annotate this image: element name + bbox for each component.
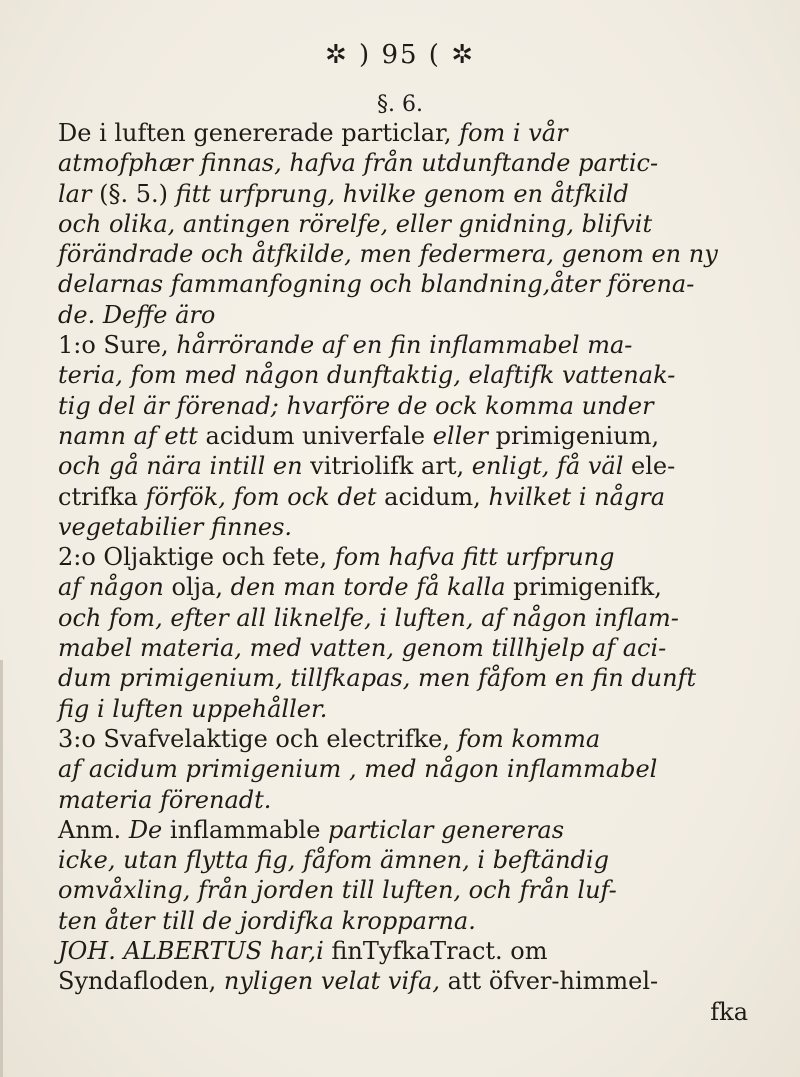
italic-run: de. Deffe äro — [58, 300, 216, 329]
text-line — [58, 179, 748, 209]
italic-run: eller — [432, 421, 488, 450]
roman-run: acidum, — [376, 482, 489, 511]
italic-run: förändrade och åtfkilde, men federmera, genom en ny — [58, 240, 718, 269]
italic-run: fom hafva fitt urfprung — [334, 543, 615, 572]
roman-run: ctrifka — [58, 482, 146, 511]
italic-run: particlar genereras — [328, 815, 565, 844]
text-line — [58, 966, 748, 996]
text-line — [58, 542, 748, 572]
text-line — [58, 694, 748, 724]
italic-run: och gå nära intill en — [58, 452, 303, 481]
text-line — [58, 875, 748, 905]
italic-run: namn af ett — [58, 421, 198, 450]
roman-run: acidum univerfale — [197, 421, 433, 450]
text-line — [58, 724, 748, 754]
italic-run: af acidum primigenium , med någon inflammabel — [58, 755, 658, 784]
roman-run: De i luften genererade particlar, — [58, 119, 460, 147]
text-line — [58, 603, 748, 633]
italic-run: delarnas fammanfogning och blandning,åter förena- — [58, 270, 695, 299]
roman-run: fka — [710, 997, 748, 1026]
text-line — [58, 845, 748, 875]
text-line — [58, 360, 748, 390]
roman-run: (§. 5.) — [91, 179, 176, 208]
roman-run: Anm. — [58, 815, 129, 844]
text-line — [58, 391, 748, 421]
text-line — [58, 997, 748, 1027]
text-line — [58, 633, 748, 663]
italic-run: och olika, antingen rörelfe, eller gnidning, blifvit — [58, 209, 653, 238]
italic-run: den man torde få kalla — [230, 573, 506, 602]
italic-run: atmofphær finnas, hafva från utdunftande partic- — [58, 149, 659, 178]
text-line — [58, 482, 748, 512]
roman-run: 3:o Svafvelaktige och electrifke, — [58, 724, 458, 753]
text-line — [58, 330, 748, 360]
italic-run: mabel materia, med vatten, genom tillhjelp af aci- — [58, 634, 667, 663]
text-line — [58, 239, 748, 269]
section-heading: §. 6. — [377, 92, 423, 117]
roman-run: primigenium, — [487, 421, 660, 450]
italic-run: fom komma — [457, 724, 601, 753]
italic-run: dum primigenium, tillfkapas, men fåfom en fin dunft — [58, 664, 697, 693]
italic-run: fitt urfprung, hvilke genom en åtfkild — [175, 179, 629, 208]
italic-run: De — [128, 815, 163, 844]
text-line — [58, 936, 748, 966]
italic-run: fig i luften uppehåller. — [58, 694, 328, 723]
roman-run: primigenifk, — [505, 573, 662, 602]
roman-run: 1:o Sure, — [58, 331, 177, 360]
roman-run: vitriolifk art, — [302, 452, 472, 481]
page-header: ✲ ) 95 ( ✲ — [325, 40, 475, 70]
text-line — [58, 572, 748, 602]
italic-run: vegetabilier finnes. — [58, 512, 293, 541]
text-line — [58, 118, 748, 148]
roman-run: att öfver-himmel- — [439, 967, 659, 996]
roman-run: finTyfkaTract. om — [323, 937, 548, 966]
italic-run: förfök, fom ock det — [145, 482, 377, 511]
italic-run: icke, utan flytta fig, fåfom ämnen, i beftändig — [58, 846, 609, 875]
italic-run: materia förenadt. — [58, 785, 272, 814]
roman-run: inflammable — [162, 815, 329, 844]
text-line — [58, 906, 748, 936]
italic-run: teria, fom med någon dunftaktig, elaftifk vattenak- — [58, 361, 676, 390]
text-line — [58, 663, 748, 693]
italic-run: tig del är förenad; hvarföre de ock komma under — [58, 391, 654, 420]
text-line — [58, 421, 748, 451]
italic-run: af någon — [58, 573, 164, 602]
text-line — [58, 148, 748, 178]
text-line — [58, 512, 748, 542]
roman-run: 2:o Oljaktige och fete, — [58, 543, 335, 572]
text-line — [58, 209, 748, 239]
text-line — [58, 300, 748, 330]
text-line — [58, 785, 748, 815]
italic-run: nyligen velat vifa, — [223, 967, 440, 996]
roman-run: Syndafloden, — [58, 967, 224, 996]
text-line — [58, 754, 748, 784]
italic-run: hvilket i några — [488, 482, 666, 511]
italic-run: omvåxling, från jorden till luften, och från luf- — [58, 876, 617, 905]
italic-run: och fom, efter all liknelfe, i luften, af någon inflam- — [58, 603, 679, 632]
italic-run: hårrörande af en fin inflammabel ma- — [176, 331, 633, 360]
italic-run: enligt, få väl — [471, 452, 624, 481]
italic-run: fom i vår — [459, 119, 568, 147]
italic-run: lar — [58, 179, 92, 208]
italic-run: JOH. ALBERTUS har,i — [58, 937, 324, 966]
text-line — [58, 269, 748, 299]
text-line — [58, 815, 748, 845]
roman-run: ele- — [623, 452, 676, 481]
text-line — [58, 451, 748, 481]
roman-run: olja, — [163, 573, 231, 602]
italic-run: ten åter till de jordifka kropparna. — [58, 906, 476, 935]
body-text — [58, 118, 748, 1027]
page-edge-shadow — [0, 660, 3, 1077]
